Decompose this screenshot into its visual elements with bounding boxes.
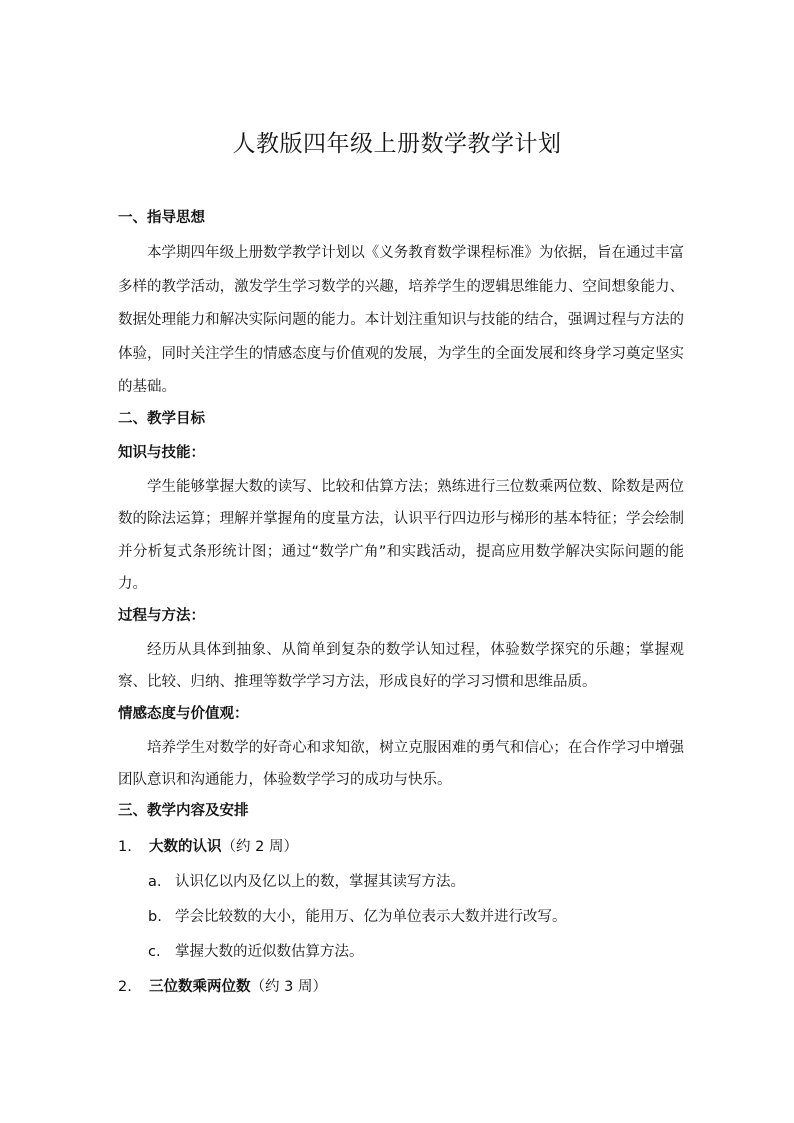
sub-list-text: 认识亿以内及亿以上的数，掌握其读写方法。 [175,873,465,890]
list-item [118,970,684,1005]
section-heading-guiding-ideology: 一、指导思想 [118,210,205,226]
subheading-process-methods: 过程与方法： [118,607,205,624]
sub-list-text: 掌握大数的近似数估算方法。 [175,943,364,960]
section-heading-teaching-goals: 二、教学目标 [118,410,205,427]
list-item-duration: （约 2 周） [221,838,298,855]
subheading-knowledge-skills: 知识与技能： [118,444,205,461]
sub-list-item [118,935,684,970]
document-title: 人教版四年级上册数学教学计划 [232,131,562,157]
sub-list-item [118,900,684,935]
list-item-number: 1. [118,838,132,855]
list-item-title: 三位数乘两位数 [149,978,251,995]
attitude-values-paragraph: 培养学生对数学的好奇心和求知欲，树立克服困难的勇气和信心；在合作学习中增强团队意识和沟通能力，体验数学学习的成功与快乐。 [118,739,684,788]
document-body [118,204,684,1005]
sub-list-letter: b. [148,908,162,925]
subheading-attitude-values: 情感态度与价值观： [118,705,249,722]
sub-list-letter: c. [148,943,161,960]
knowledge-skills-paragraph: 学生能够掌握大数的读写、比较和估算方法；熟练进行三位数乘两位数、除数是两位数的除法运算；理解并掌握角的度量方法，认识平行四边形与梯形的基本特征；学会绘制并分析复式条形统计图；通过“数学广角”和实践活动，提高应用数学解决实际问题的能力。 [118,478,684,592]
process-methods-paragraph: 经历从具体到抽象、从简单到复杂的数学认知过程，体验数学探究的乐趣；掌握观察、比较、归纳、推理等数学学习方法，形成良好的学习习惯和思维品质。 [118,641,684,690]
guiding-ideology-paragraph: 本学期四年级上册数学教学计划以《义务教育数学课程标准》为依据，旨在通过丰富多样的教学活动，激发学生学习数学的兴趣，培养学生的逻辑思维能力、空间想象能力、数据处理能力和解决实际问题的能力。本计划注重知识与技能的结合，强调过程与方法的体验，同时关注学生的情感态度与价值观的发展，为学生的全面发展和终身学习奠定坚实的基础。 [118,245,684,395]
list-item-title: 大数的认识 [149,838,222,855]
sub-list-item [118,865,684,900]
list-item [118,830,684,865]
list-item-duration: （约 3 周） [250,978,327,995]
sub-list-text: 学会比较数的大小，能用万、亿为单位表示大数并进行改写。 [175,908,567,925]
list-item-number: 2. [118,978,132,995]
sub-list-letter: a. [148,873,162,890]
section-heading-content-schedule: 三、教学内容及安排 [118,802,249,819]
